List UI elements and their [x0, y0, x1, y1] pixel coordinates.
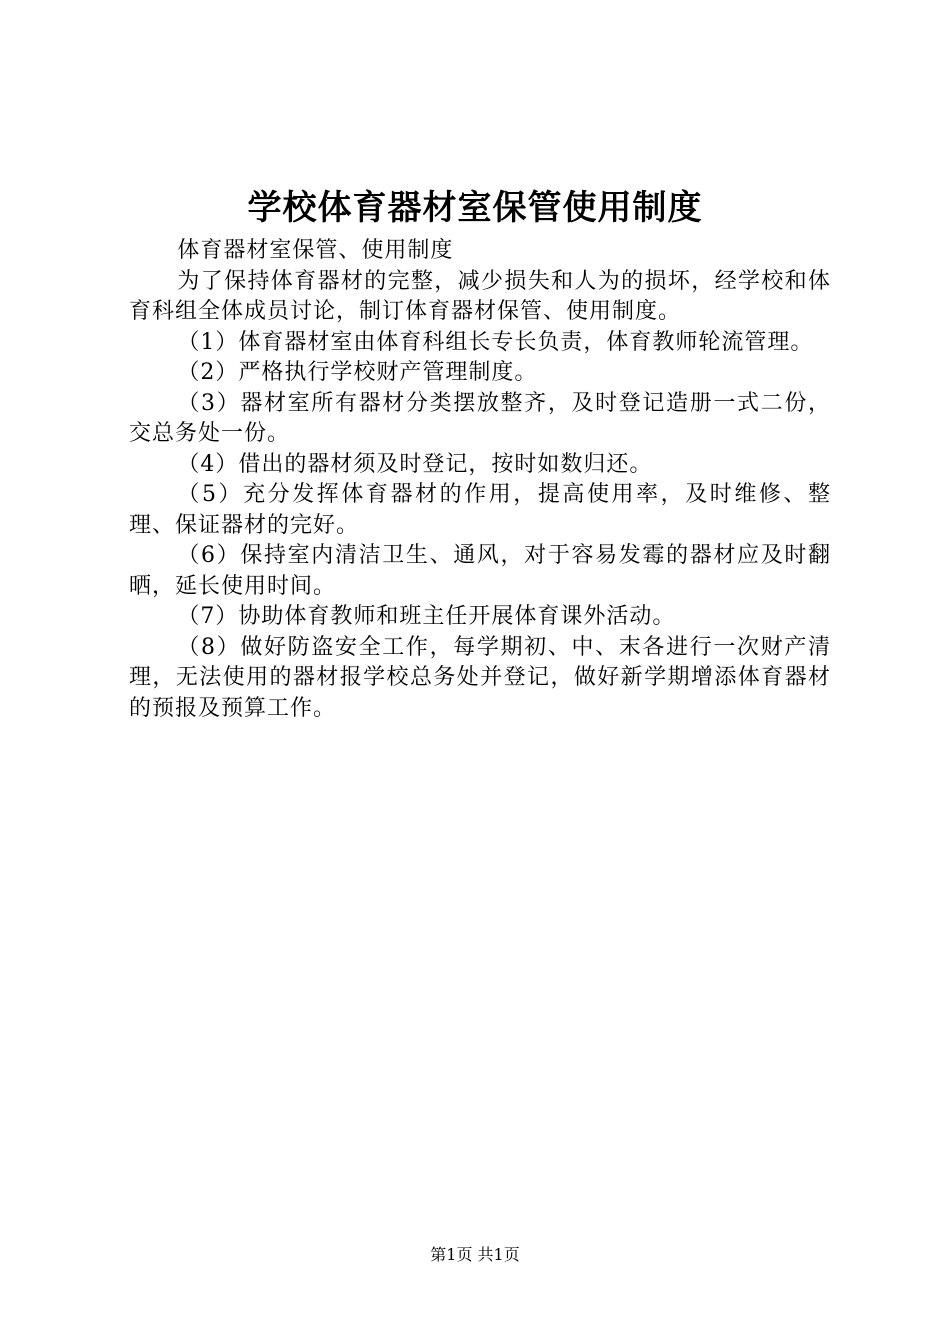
document-title: 学校体育器材室保管使用制度	[247, 188, 703, 228]
paragraph-rule-3: （3）器材室所有器材分类摆放整齐，及时登记造册一式二份，交总务处一份。	[129, 390, 831, 446]
paragraph-rule-1: （1）体育器材室由体育科组长专长负责，体育教师轮流管理。	[177, 329, 814, 355]
paragraph-rule-4: （4）借出的器材须及时登记，按时如数归还。	[177, 451, 653, 477]
paragraph-rule-8: （8）做好防盗安全工作，每学期初、中、末各进行一次财产清理，无法使用的器材报学校总务处并登记，做好新学期增添体育器材的预报及预算工作。	[129, 634, 831, 721]
paragraph-rule-7: （7）协助体育教师和班主任开展体育课外活动。	[177, 604, 676, 629]
document-body	[129, 236, 831, 724]
paragraph-intro: 为了保持体育器材的完整，减少损失和人为的损坏，经学校和体育科组全体成员讨论，制订体育器材保管、使用制度。	[129, 268, 831, 324]
paragraph-subtitle: 体育器材室保管、使用制度	[177, 238, 454, 263]
page-footer: 第1页 共1页	[430, 1245, 520, 1264]
paragraph-rule-5: （5）充分发挥体育器材的作用，提高使用率，及时维修、整理、保证器材的完好。	[129, 482, 831, 538]
paragraph-rule-6: （6）保持室内清洁卫生、通风，对于容易发霉的器材应及时翻晒，延长使用时间。	[129, 543, 831, 599]
paragraph-rule-2: （2）严格执行学校财产管理制度。	[177, 360, 538, 385]
